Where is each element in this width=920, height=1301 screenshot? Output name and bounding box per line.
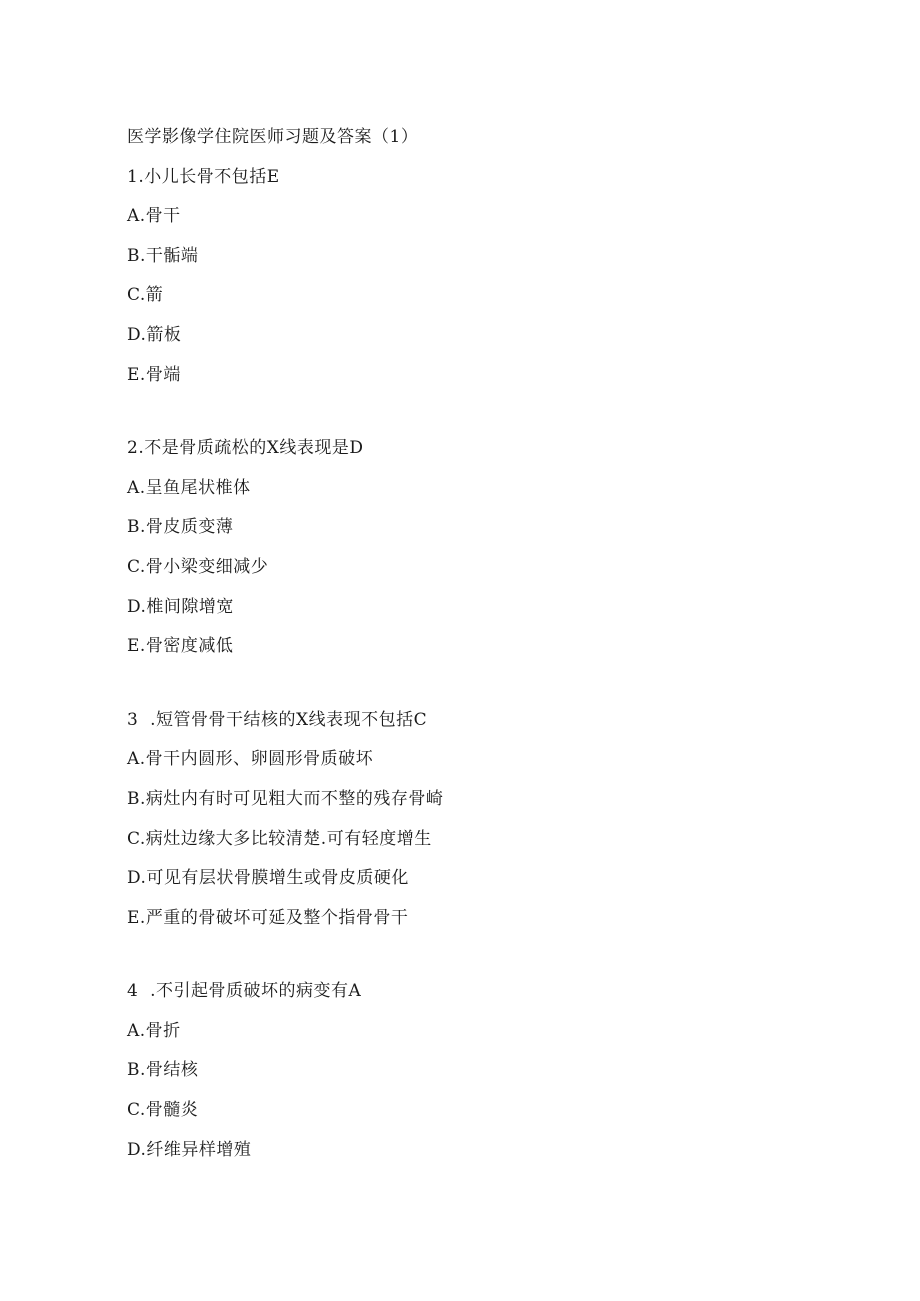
option-c: C.病灶边缘大多比较清楚.可有轻度增生	[127, 828, 432, 849]
question-4	[127, 972, 827, 1170]
option-b: B.病灶内有时可见粗大而不整的残存骨崎	[127, 788, 444, 809]
option-d: D.可见有层状骨膜增生或骨皮质硬化	[127, 868, 409, 889]
question-spacer	[127, 938, 827, 972]
option-a: A.呈鱼尾状椎体	[127, 477, 251, 498]
question-3	[127, 701, 827, 939]
question-stem: 4 .不引起骨质破坏的病变有A	[127, 981, 362, 1002]
option-a: A.骨折	[127, 1020, 181, 1041]
option-e: E.骨密度减低	[127, 636, 234, 657]
option-a: A.骨干	[127, 206, 181, 227]
question-spacer	[127, 667, 827, 701]
option-a: A.骨干内圆形、卵圆形骨质破坏	[127, 749, 374, 770]
question-stem: 2.不是骨质疏松的X线表现是D	[127, 438, 364, 459]
question-stem: 1.小儿长骨不包括E	[127, 166, 280, 187]
option-e: E.骨端	[127, 364, 181, 385]
question-stem: 3 .短管骨骨干结核的X线表现不包括C	[127, 709, 428, 730]
question-1	[127, 158, 827, 396]
option-b: B.骨结核	[127, 1060, 199, 1081]
option-c: C.箭	[127, 285, 164, 306]
option-c: C.骨小梁变细减少	[127, 556, 269, 577]
option-d: D.纤维异样增殖	[127, 1139, 252, 1160]
question-spacer	[127, 395, 827, 429]
document-page	[127, 118, 827, 1170]
option-b: B.干骺端	[127, 245, 199, 266]
document-title: 医学影像学住院医师习题及答案（1）	[127, 127, 419, 147]
option-c: C.骨髓炎	[127, 1100, 199, 1121]
option-d: D.箭板	[127, 324, 182, 345]
option-e: E.严重的骨破坏可延及整个指骨骨干	[127, 907, 409, 928]
option-b: B.骨皮质变薄	[127, 517, 234, 538]
option-d: D.椎间隙增宽	[127, 596, 234, 617]
question-2	[127, 429, 827, 667]
